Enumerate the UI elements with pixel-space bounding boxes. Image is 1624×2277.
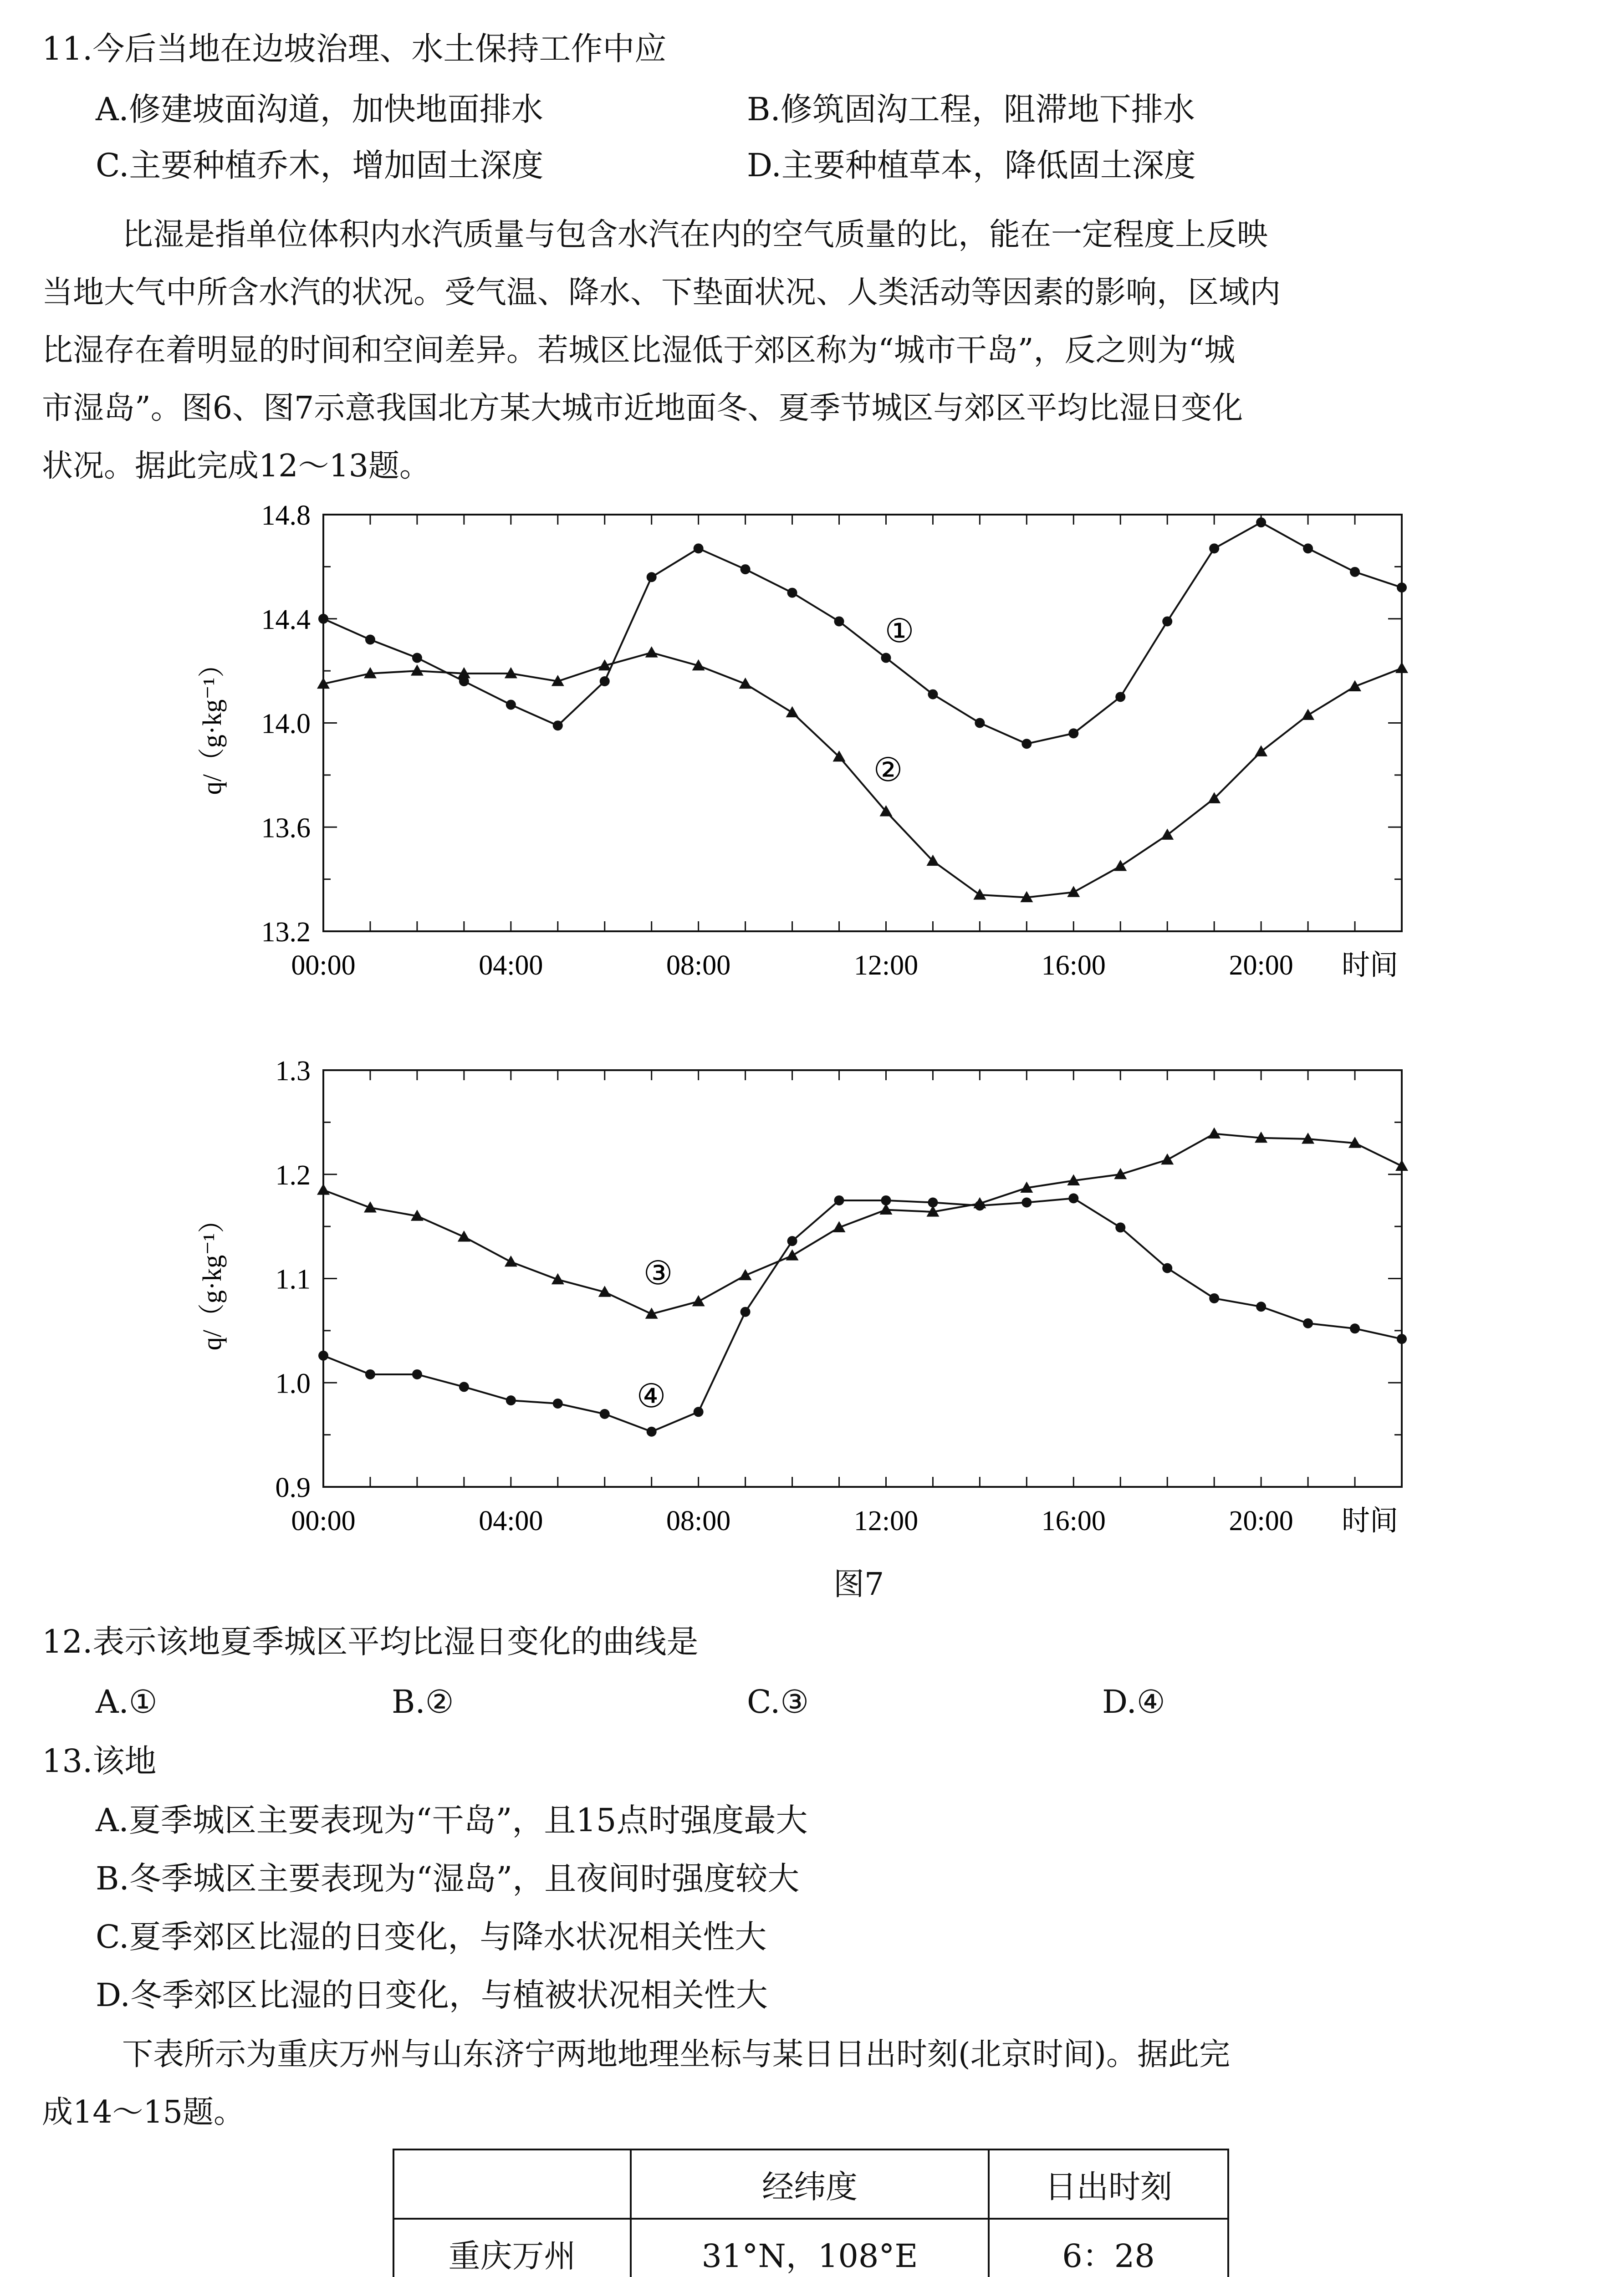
- data-point: [1303, 543, 1313, 553]
- table-header-cell: 日出时刻: [989, 2149, 1228, 2219]
- data-point: [318, 614, 328, 624]
- table-header-row: [393, 2149, 1228, 2219]
- q13-option-b: B.冬季城区主要表现为“湿岛”，且夜间时强度较大: [96, 1860, 800, 1897]
- data-point: [317, 1184, 330, 1195]
- data-point: [600, 1409, 610, 1419]
- q11-option-b: B.修筑固沟工程，阻滞地下排水: [747, 91, 1195, 128]
- y-tick-label: 13.6: [261, 812, 311, 844]
- intro-line: 当地大气中所含水汽的状况。受气温、降水、下垫面状况、人类活动等因素的影响，区域内: [42, 275, 1281, 311]
- q11-option-a: A.修建坡面沟道，加快地面排水: [96, 91, 543, 128]
- data-point: [1021, 1198, 1032, 1208]
- series-label: ④: [636, 1378, 666, 1414]
- data-point: [1068, 1193, 1078, 1203]
- data-point: [412, 653, 422, 663]
- x-tick-label: 00:00: [291, 950, 356, 981]
- q12-stem: 12.表示该地夏季城区平均比湿日变化的曲线是: [42, 1623, 699, 1660]
- data-point: [694, 543, 704, 553]
- y-tick-label: 13.2: [261, 917, 311, 948]
- data-point: [1256, 1302, 1266, 1312]
- intro-paragraph: [42, 206, 1581, 495]
- y-axis-label: q/（g·kg⁻¹）: [197, 1206, 227, 1351]
- data-point: [1255, 745, 1267, 756]
- chart-winter: [0, 492, 1624, 1016]
- y-tick-label: 14.4: [261, 604, 311, 635]
- y-tick-label: 0.9: [275, 1472, 311, 1503]
- data-point: [411, 664, 424, 676]
- data-point: [1395, 1159, 1408, 1171]
- q11-stem: 11.今后当地在边坡治理、水土保持工作中应: [42, 30, 667, 67]
- data-point: [1209, 1293, 1219, 1303]
- q11-option-c: C.主要种植乔木，增加固土深度: [96, 147, 544, 184]
- data-point: [1397, 582, 1407, 592]
- data-point: [973, 888, 986, 900]
- y-tick-label: 1.1: [275, 1264, 311, 1295]
- x-tick-label: 20:00: [1229, 1506, 1293, 1537]
- data-point: [1395, 662, 1408, 673]
- data-point: [1303, 1318, 1313, 1328]
- x-tick-label: 04:00: [479, 950, 543, 981]
- data-point: [1068, 728, 1078, 738]
- data-point: [506, 1395, 516, 1405]
- x-tick-label: 08:00: [666, 1506, 731, 1537]
- data-point: [1256, 517, 1266, 527]
- data-point: [647, 1427, 657, 1437]
- intro-line: 市湿岛”。图6、图7示意我国北方某大城市近地面冬、夏季节城区与郊区平均比湿日变化: [42, 390, 1243, 426]
- data-point: [1067, 886, 1080, 897]
- data-point: [1162, 616, 1172, 626]
- data-point: [600, 676, 610, 686]
- data-point: [881, 1195, 891, 1205]
- data-point: [458, 1230, 470, 1242]
- q12-option-d: D.④: [1102, 1683, 1165, 1721]
- x-tick-label: 12:00: [853, 950, 919, 981]
- y-tick-label: 1.3: [275, 1056, 311, 1087]
- plot-frame: [323, 1070, 1402, 1487]
- table-cell: 6：28: [989, 2219, 1228, 2277]
- data-point: [834, 1195, 844, 1205]
- intro-line: 比湿存在着明显的时间和空间差异。若城区比湿低于郊区称为“城市干岛”，反之则为“城: [42, 332, 1236, 368]
- data-point: [786, 1249, 799, 1261]
- data-point: [975, 718, 985, 728]
- data-point: [739, 1269, 752, 1281]
- data-point: [1114, 860, 1127, 871]
- location-table: [393, 2149, 1229, 2277]
- data-point: [1302, 709, 1314, 720]
- data-point: [741, 1307, 751, 1317]
- data-point: [505, 1256, 517, 1267]
- intro-line: 状况。据此完成12～13题。: [42, 448, 431, 484]
- table-cell: 31°N，108°E: [631, 2219, 989, 2277]
- figure-caption: 图7: [833, 1567, 884, 1603]
- intro2-paragraph: [42, 2026, 1581, 2141]
- x-tick-label: 16:00: [1041, 950, 1106, 981]
- data-point: [1161, 1154, 1174, 1165]
- data-point: [1350, 1323, 1360, 1333]
- intro2-line: 成14～15题。: [42, 2094, 245, 2130]
- x-tick-label: 04:00: [479, 1506, 543, 1537]
- table-row: [393, 2219, 1228, 2277]
- series-line: [323, 653, 1402, 898]
- y-axis-label: q/（g·kg⁻¹）: [197, 651, 227, 795]
- data-point: [553, 1399, 563, 1409]
- q11-option-d: D.主要种植草本，降低固土深度: [747, 147, 1196, 184]
- q13-option-d: D.冬季郊区比湿的日变化，与植被状况相关性大: [96, 1976, 768, 2014]
- x-tick-label: 20:00: [1229, 950, 1293, 981]
- data-point: [1115, 692, 1125, 702]
- q12-option-b: B.②: [392, 1683, 454, 1721]
- data-point: [928, 1198, 938, 1208]
- data-point: [694, 1407, 704, 1417]
- series-line: [323, 522, 1402, 744]
- intro2-line: 下表所示为重庆万州与山东济宁两地地理坐标与某日日出时刻(北京时间)。据此完: [122, 2037, 1231, 2073]
- data-point: [459, 1382, 469, 1392]
- q13-option-c: C.夏季郊区比湿的日变化，与降水状况相关性大: [96, 1918, 767, 1955]
- x-tick-label: 12:00: [853, 1506, 919, 1537]
- data-point: [645, 646, 658, 658]
- data-point: [741, 564, 751, 574]
- table-header-cell: 经纬度: [631, 2149, 989, 2219]
- data-point: [1350, 567, 1360, 577]
- series-label: ③: [643, 1255, 673, 1292]
- plot-frame: [323, 515, 1402, 931]
- series-label: ①: [884, 613, 914, 649]
- q13-stem: 13.该地: [42, 1742, 157, 1780]
- x-axis-label: 时间: [1341, 950, 1399, 981]
- table-cell: 重庆万州: [393, 2219, 631, 2277]
- q12-option-c: C.③: [747, 1683, 809, 1721]
- x-tick-label: 16:00: [1041, 1506, 1106, 1537]
- data-point: [928, 689, 938, 699]
- series-label: ②: [873, 752, 903, 788]
- data-point: [787, 588, 797, 598]
- y-tick-label: 1.2: [275, 1159, 311, 1191]
- q13-option-a: A.夏季城区主要表现为“干岛”，且15点时强度最大: [96, 1802, 808, 1839]
- chart-summer: [0, 1047, 1624, 1553]
- y-tick-label: 14.0: [261, 708, 311, 740]
- data-point: [1161, 828, 1174, 840]
- series-line: [323, 1198, 1402, 1431]
- intro-line: 比湿是指单位体积内水汽质量与包含水汽在内的空气质量的比，能在一定程度上反映: [122, 217, 1268, 253]
- data-point: [786, 706, 799, 718]
- data-point: [1397, 1334, 1407, 1344]
- data-point: [506, 699, 516, 710]
- data-point: [365, 635, 375, 645]
- data-point: [365, 1369, 375, 1379]
- data-point: [553, 720, 563, 730]
- data-point: [318, 1351, 328, 1361]
- data-point: [647, 572, 657, 582]
- q12-option-a: A.①: [96, 1683, 158, 1721]
- x-axis-label: 时间: [1341, 1506, 1399, 1537]
- data-point: [1021, 739, 1032, 749]
- data-point: [1115, 1222, 1125, 1232]
- data-point: [412, 1369, 422, 1379]
- data-point: [1162, 1263, 1172, 1273]
- x-tick-label: 00:00: [291, 1506, 356, 1537]
- y-tick-label: 14.8: [261, 500, 311, 531]
- data-point: [787, 1236, 797, 1246]
- data-point: [881, 653, 891, 663]
- y-tick-label: 1.0: [275, 1368, 311, 1399]
- data-point: [834, 616, 844, 626]
- data-point: [692, 1295, 705, 1307]
- data-point: [1208, 1128, 1221, 1139]
- data-point: [1209, 543, 1219, 553]
- series-line: [323, 1134, 1402, 1314]
- table-header-cell: [393, 2149, 631, 2219]
- data-point: [975, 1200, 985, 1210]
- x-tick-label: 08:00: [666, 950, 731, 981]
